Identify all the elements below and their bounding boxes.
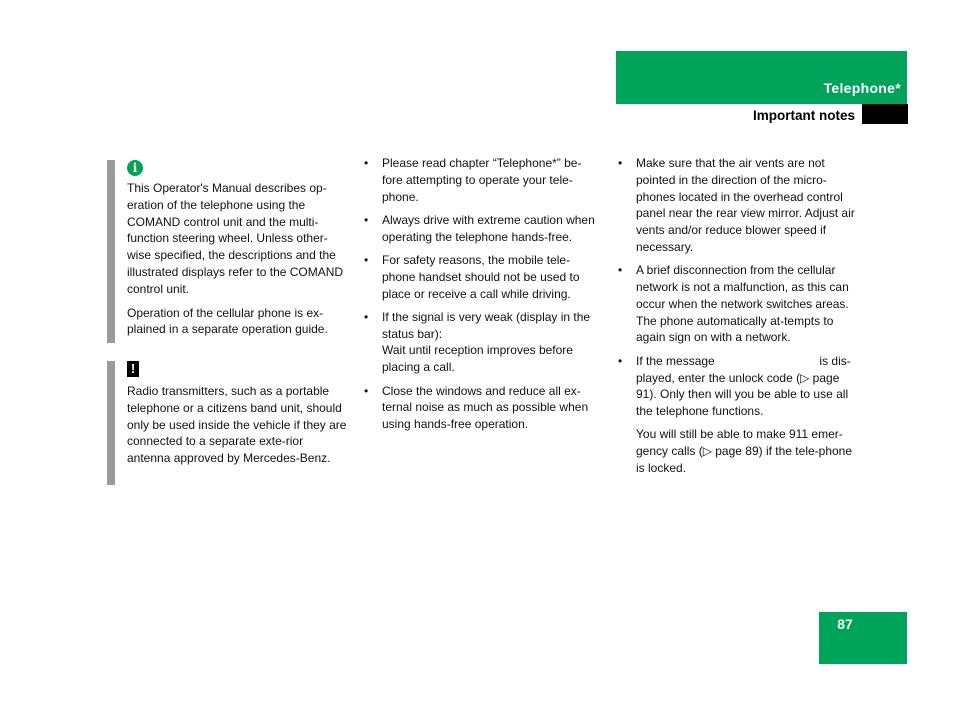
list-item: • A brief disconnection from the cellular network is not a malfunction, as this can occur when the network switches areas. The phone automatically at-tempts to again sign on with a network. <box>618 263 849 345</box>
list-item: • If the signal is very weak (display in the status bar): Wait until reception improves before placing a call. <box>364 309 591 375</box>
column-right <box>618 155 860 477</box>
list-item: • For safety reasons, the mobile tele-phone handset should not be used to place or receive a call while driving. <box>364 252 580 301</box>
info-icon: i <box>127 160 143 176</box>
warning-note-content <box>127 361 347 467</box>
section-title: Important notes <box>752 108 855 123</box>
after-paragraph: You will still be able to make 911 emer-gency calls (▷ page 89) if the tele-phone is locked. <box>636 427 853 476</box>
chapter-title: Telephone* <box>823 80 901 96</box>
column-middle <box>364 155 600 439</box>
info-note-content <box>127 160 347 338</box>
list-item-continuation: Wait until reception improves before placing a call. <box>382 343 573 375</box>
page-number-box <box>819 612 907 664</box>
list-item: • If the message is dis-played, enter the unlock code (▷ page 91). Only then will you be able to use all the telephone functions. <box>618 353 851 419</box>
warning-note <box>107 361 347 485</box>
info-paragraph: Operation of the cellular phone is ex-plained in a separate operation guide. <box>127 305 328 337</box>
list-item: • Please read chapter “Telephone*” be-fore attempting to operate your tele-phone. <box>364 156 582 204</box>
header-marker <box>862 104 908 124</box>
list-item: • Close the windows and reduce all ex-ternal noise as much as possible when using hands-free operation. <box>364 383 589 432</box>
page-number: 87 <box>837 616 853 632</box>
info-note <box>107 160 347 343</box>
list-item: • Make sure that the air vents are not pointed in the direction of the micro-phones located in the overhead control panel near the rear view mirror. Adjust air vents and/or reduce blower speed if necessary. <box>618 156 855 254</box>
exclamation-icon: ! <box>127 361 139 377</box>
note-bar <box>107 361 115 485</box>
note-bar <box>107 160 115 343</box>
warning-paragraph: Radio transmitters, such as a portable telephone or a citizens band unit, should only be used inside the vehicle if they are connected to a separate exte-rior antenna approved by Mercedes-Benz. <box>127 384 347 466</box>
header-tab <box>616 51 907 104</box>
info-paragraph: This Operator's Manual describes op-eration of the telephone using the COMAND control unit and the multi-function steering wheel. Unless other-wise specified, the descriptions and the illustrated displays refer to the COMAND control unit. <box>127 181 344 296</box>
list-item: • Always drive with extreme caution when operating the telephone hands-free. <box>364 212 595 244</box>
